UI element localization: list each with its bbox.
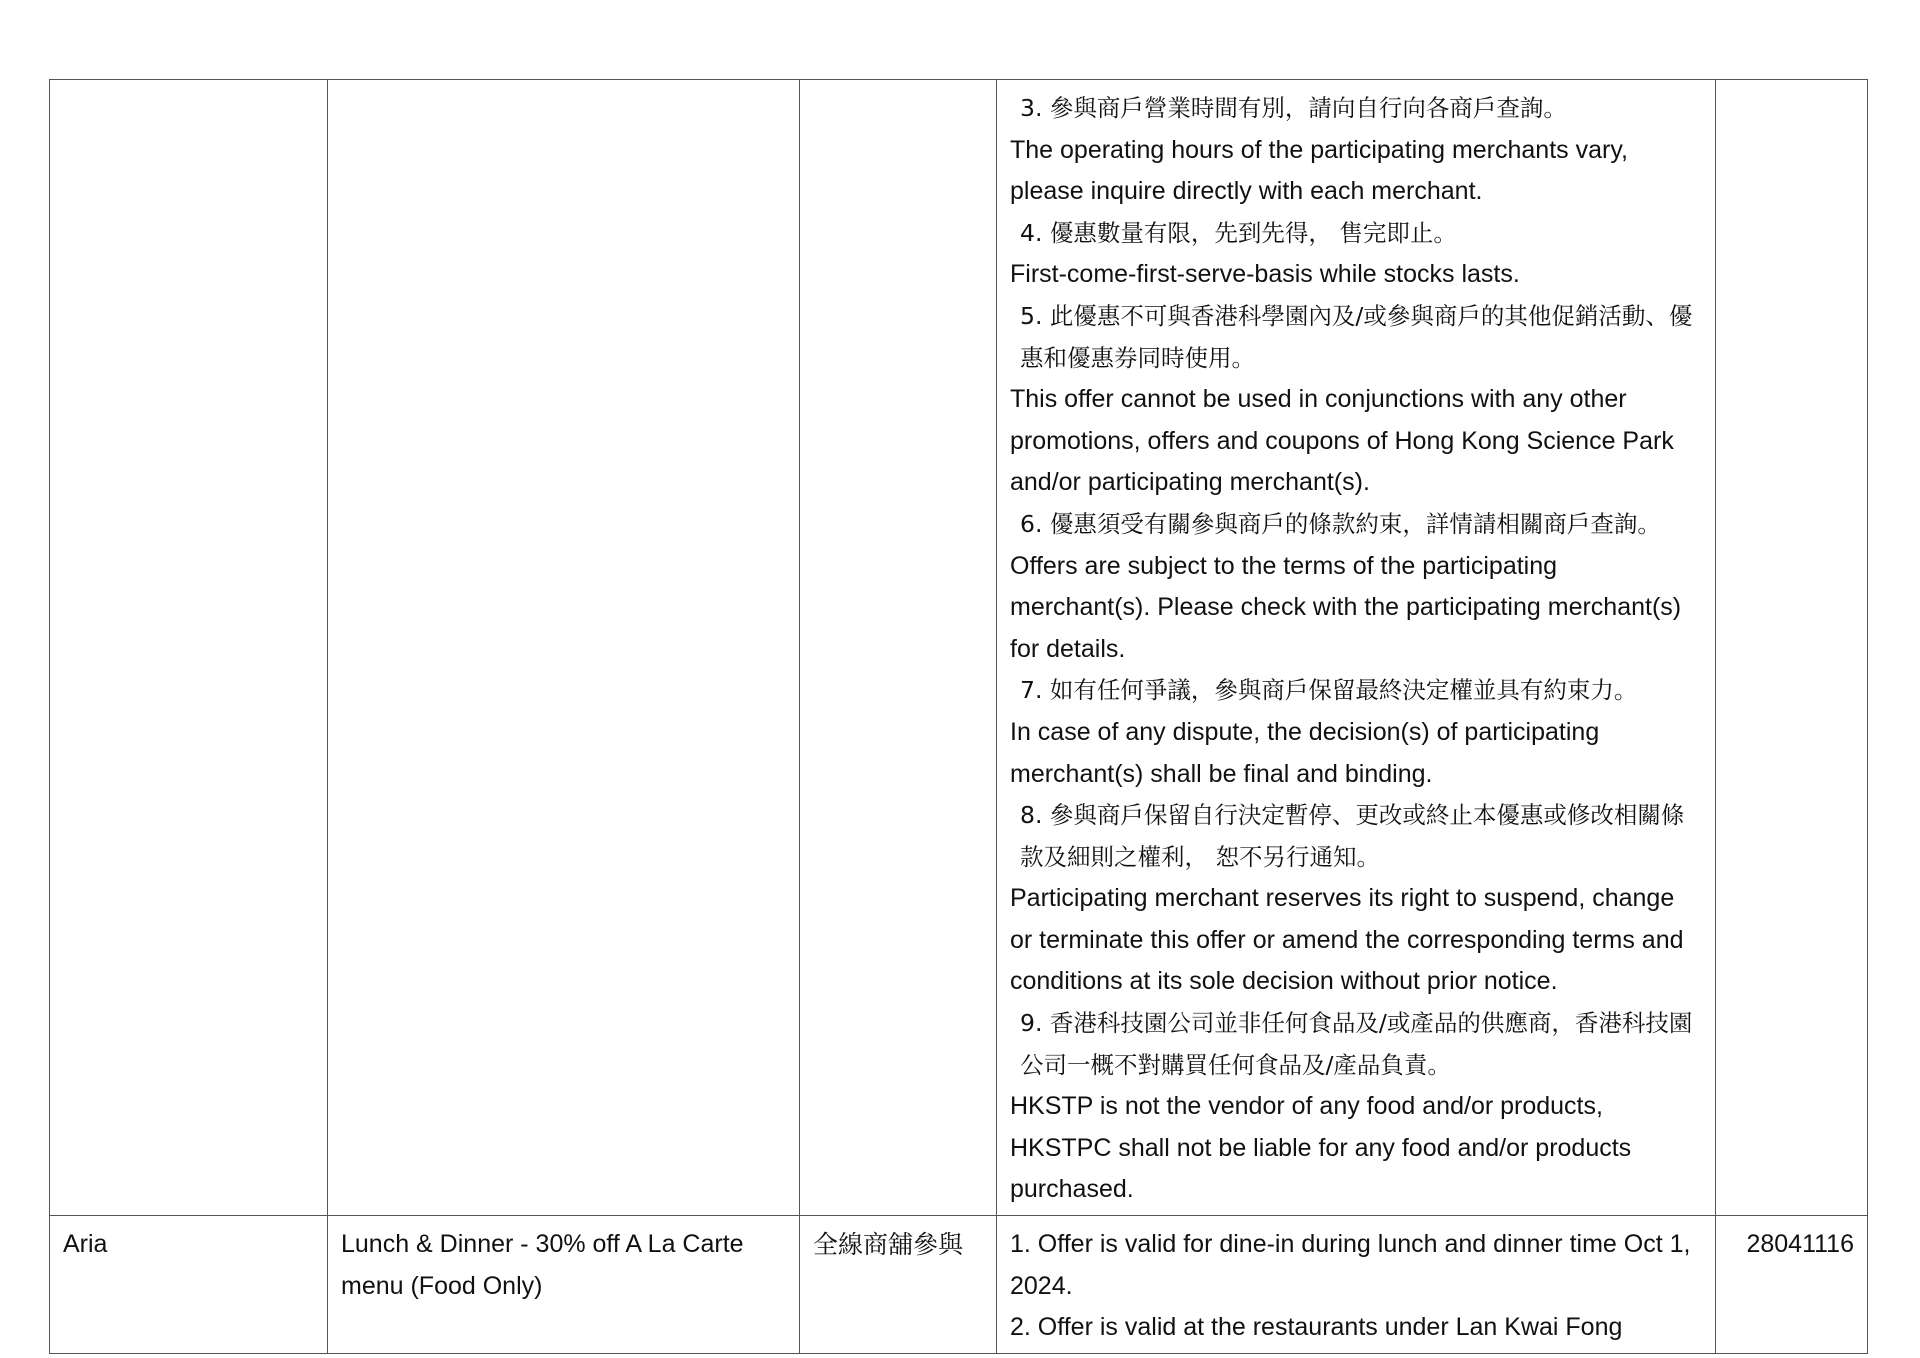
term-zh: 3. 參與商戶營業時間有別，請向自行向各商戶查詢。 [1020,94,1567,122]
term-en: In case of any dispute, the decision(s) of participating merchant(s) shall be final and binding. [1010,717,1607,788]
offer-cell [328,80,800,1216]
term-zh: 9. 香港科技園公司並非任何食品及/或產品的供應商，香港科技園公司一概不對購買任何食品及/產品負責。 [1020,1009,1693,1079]
table-row [50,80,1868,1216]
term-zh: 7. 如有任何爭議，參與商戶保留最終決定權並具有約束力。 [1020,676,1638,705]
merchant-cell: Aria [50,1216,328,1354]
term-en: HKSTP is not the vendor of any food and/or products, HKSTPC shall not be liable for any food and/or products purchased. [1010,1092,1639,1204]
term-en: Participating merchant reserves its right to suspend, change or terminate this offer or amend the corresponding terms and conditions at its sole decision without prior notice. [1010,884,1691,996]
term-en: First-come-first-serve-basis while stocks lasts. [1010,260,1520,289]
term-zh: 8. 參與商戶保留自行決定暫停、更改或終止本優惠或修改相關條款及細則之權利， 恕不另行通知。 [1020,801,1685,871]
phone-cell: 28041116 [1716,1216,1868,1354]
participation-cell [800,80,997,1216]
table-row [50,1216,1868,1354]
term-en: 1. Offer is valid for dine-in during lunch and dinner time Oct 1, 2024. [1010,1230,1698,1300]
term-en: The operating hours of the participating merchants vary, please inquire directly with each merchant. [1010,135,1635,206]
term-zh: 6. 優惠須受有關參與商戶的條款約束，詳情請相關商戶查詢。 [1020,509,1661,538]
offers-table [49,79,1868,1354]
term-en: Offers are subject to the terms of the participating merchant(s). Please check with the participating merchant(s) for details. [1010,551,1689,663]
participation-cell: 全線商舖參與 [800,1216,997,1354]
term-en: This offer cannot be used in conjunctions with any other promotions, offers and coupons of Hong Kong Science Park and/or participating merchant(s). [1010,385,1681,497]
term-zh: 4. 優惠數量有限，先到先得， 售完即止。 [1020,218,1457,247]
term-en: 2. Offer is valid at the restaurants under Lan Kwai Fong [1010,1313,1623,1342]
terms-cell [997,1216,1716,1354]
offer-cell: Lunch & Dinner - 30% off A La Carte menu (Food Only) [328,1216,800,1354]
phone-cell [1716,80,1868,1216]
terms-cell [997,80,1716,1216]
term-zh: 5. 此優惠不可與香港科學園內及/或參與商戶的其他促銷活動、優惠和優惠券同時使用。 [1020,301,1693,372]
merchant-cell [50,80,328,1216]
